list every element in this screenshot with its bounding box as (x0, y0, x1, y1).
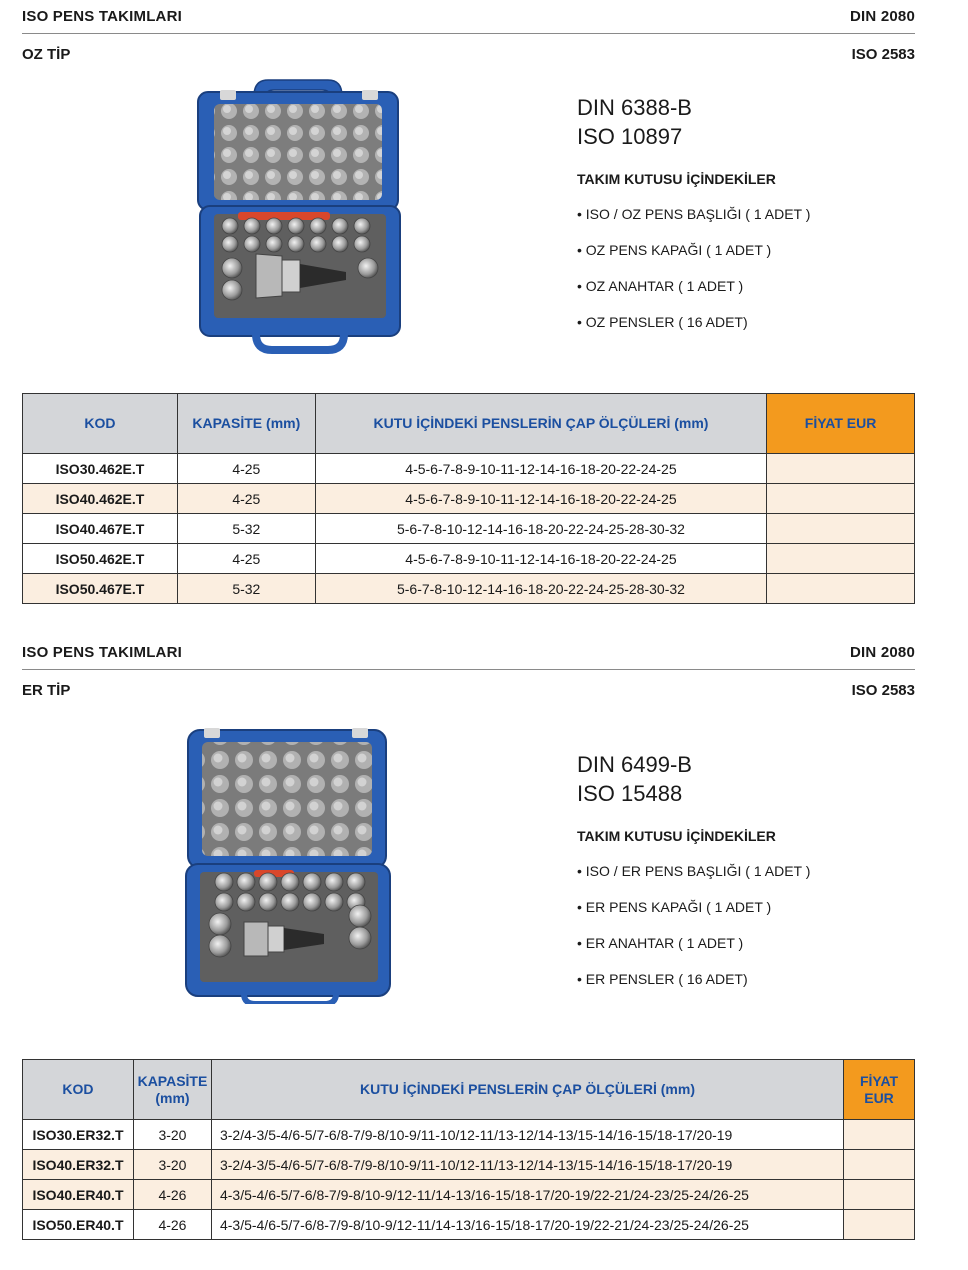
contents-item: • ER ANAHTAR ( 1 ADET ) (577, 934, 907, 952)
cell-kod: ISO40.ER40.T (23, 1180, 134, 1210)
cell-kod: ISO30.ER32.T (23, 1120, 134, 1150)
table-row (23, 1150, 915, 1180)
cell-sizes: 3-2/4-3/5-4/6-5/7-6/8-7/9-8/10-9/11-10/12-11/13-12/14-13/15-14/16-15/18-17/20-19 (211, 1120, 843, 1150)
cell-kod: ISO50.462E.T (23, 544, 178, 574)
cell-kapasite: 5-32 (177, 514, 315, 544)
standard-din: DIN 6499-B (577, 752, 692, 777)
cell-price (844, 1180, 915, 1210)
col-header-sizes: KUTU İÇİNDEKİ PENSLERİN ÇAP ÖLÇÜLERİ (mm) (315, 394, 766, 454)
contents-title: TAKIM KUTUSU İÇİNDEKİLER (577, 171, 776, 187)
din-code: DIN 2080 (850, 644, 915, 661)
table-row (23, 1120, 915, 1150)
table-row (23, 484, 915, 514)
din-code: DIN 2080 (850, 8, 915, 25)
contents-item: • OZ PENS KAPAĞI ( 1 ADET ) (577, 241, 907, 259)
cell-price (844, 1210, 915, 1240)
col-header-sizes: KUTU İÇİNDEKİ PENSLERİN ÇAP ÖLÇÜLERİ (mm) (211, 1060, 843, 1120)
cell-kapasite: 4-25 (177, 484, 315, 514)
cell-kapasite: 5-32 (177, 574, 315, 604)
cell-kod: ISO50.467E.T (23, 574, 178, 604)
table-row (23, 544, 915, 574)
cell-sizes: 5-6-7-8-10-12-14-16-18-20-22-24-25-28-30-32 (315, 514, 766, 544)
cell-kod: ISO40.462E.T (23, 484, 178, 514)
cell-kod: ISO30.462E.T (23, 454, 178, 484)
contents-item: • ISO / ER PENS BAŞLIĞI ( 1 ADET ) (577, 862, 907, 880)
cell-price (767, 514, 915, 544)
cell-kod: ISO50.ER40.T (23, 1210, 134, 1240)
divider (22, 669, 915, 670)
er-case-photo (184, 724, 394, 1004)
section-oz (22, 8, 915, 63)
standard-iso: ISO 15488 (577, 781, 683, 806)
contents-item: • ISO / OZ PENS BAŞLIĞI ( 1 ADET ) (577, 205, 907, 223)
col-header-price: FİYAT EUR (844, 1060, 915, 1120)
section-header (22, 8, 915, 25)
cell-sizes: 4-5-6-7-8-9-10-11-12-14-16-18-20-22-24-25 (315, 544, 766, 574)
standard-din: DIN 6388-B (577, 95, 692, 120)
collet-type: OZ TİP (22, 46, 71, 63)
cell-kapasite: 4-25 (177, 454, 315, 484)
iso-code: ISO 2583 (851, 682, 915, 699)
iso-code: ISO 2583 (851, 46, 915, 63)
oz-info (577, 93, 907, 331)
cell-price (767, 574, 915, 604)
collet-type: ER TİP (22, 682, 71, 699)
cell-sizes: 3-2/4-3/5-4/6-5/7-6/8-7/9-8/10-9/11-10/12-11/13-12/14-13/15-14/16-15/18-17/20-19 (211, 1150, 843, 1180)
standard-iso: ISO 10897 (577, 124, 683, 149)
contents-list (577, 862, 907, 988)
cell-kapasite: 4-25 (177, 544, 315, 574)
cell-price (767, 544, 915, 574)
er-info (577, 750, 907, 988)
contents-list (577, 205, 907, 331)
col-header-price: FİYAT EUR (767, 394, 915, 454)
cell-kod: ISO40.ER32.T (23, 1150, 134, 1180)
cell-price (767, 454, 915, 484)
table-row (23, 1180, 915, 1210)
cell-sizes: 5-6-7-8-10-12-14-16-18-20-22-24-25-28-30-32 (315, 574, 766, 604)
er-spec-table (22, 1059, 915, 1240)
table-row (23, 574, 915, 604)
oz-spec-table (22, 393, 915, 604)
section-subheader (22, 682, 915, 699)
cell-price (844, 1150, 915, 1180)
section-title: ISO PENS TAKIMLARI (22, 644, 182, 661)
cell-price (844, 1120, 915, 1150)
table-row (23, 454, 915, 484)
col-header-kod: KOD (23, 394, 178, 454)
contents-title: TAKIM KUTUSU İÇİNDEKİLER (577, 828, 776, 844)
col-header-kapasite: KAPASİTE (mm) (177, 394, 315, 454)
cell-sizes: 4-3/5-4/6-5/7-6/8-7/9-8/10-9/12-11/14-13/16-15/18-17/20-19/22-21/24-23/25-24/26-25 (211, 1180, 843, 1210)
contents-item: • OZ ANAHTAR ( 1 ADET ) (577, 277, 907, 295)
oz-case-photo (196, 78, 408, 354)
contents-item: • ER PENSLER ( 16 ADET) (577, 970, 907, 988)
table-row (23, 1210, 915, 1240)
section-subheader (22, 46, 915, 63)
cell-sizes: 4-5-6-7-8-9-10-11-12-14-16-18-20-22-24-25 (315, 454, 766, 484)
cell-kapasite: 4-26 (133, 1180, 211, 1210)
section-er (22, 644, 915, 699)
cell-sizes: 4-5-6-7-8-9-10-11-12-14-16-18-20-22-24-25 (315, 484, 766, 514)
cell-kod: ISO40.467E.T (23, 514, 178, 544)
cell-kapasite: 4-26 (133, 1210, 211, 1240)
contents-item: • OZ PENSLER ( 16 ADET) (577, 313, 907, 331)
cell-kapasite: 3-20 (133, 1150, 211, 1180)
cell-kapasite: 3-20 (133, 1120, 211, 1150)
section-header (22, 644, 915, 661)
divider (22, 33, 915, 34)
cell-sizes: 4-3/5-4/6-5/7-6/8-7/9-8/10-9/12-11/14-13/16-15/18-17/20-19/22-21/24-23/25-24/26-25 (211, 1210, 843, 1240)
col-header-kapasite: KAPASİTE (mm) (133, 1060, 211, 1120)
col-header-kod: KOD (23, 1060, 134, 1120)
cell-price (767, 484, 915, 514)
contents-item: • ER PENS KAPAĞI ( 1 ADET ) (577, 898, 907, 916)
table-row (23, 514, 915, 544)
section-title: ISO PENS TAKIMLARI (22, 8, 182, 25)
